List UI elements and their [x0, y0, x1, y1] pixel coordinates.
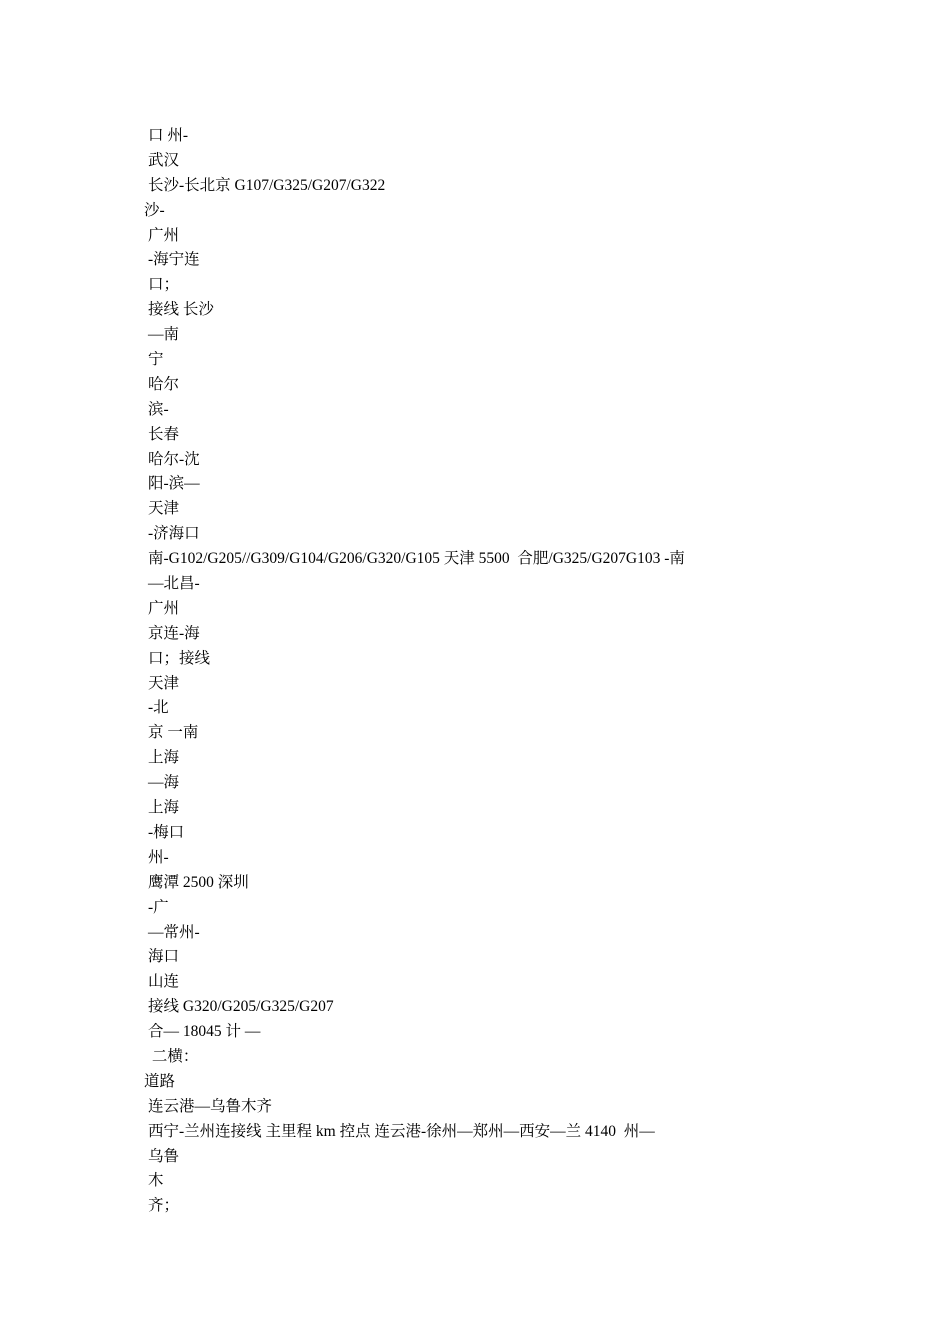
- text-line: 上海: [148, 799, 180, 817]
- text-line: 广州: [148, 226, 180, 244]
- text-line: 海口: [148, 948, 180, 966]
- text-line: -梅口: [148, 823, 185, 841]
- text-line: 接线 长沙: [148, 301, 214, 319]
- text-line: —南: [148, 326, 180, 344]
- text-line: 乌鲁: [148, 1147, 180, 1165]
- text-line: —北昌-: [148, 575, 200, 593]
- text-line: -济海口: [148, 525, 200, 543]
- text-line: 哈尔-沈: [148, 450, 200, 468]
- text-line: 州-: [148, 848, 169, 866]
- text-line: 西宁-兰州连接线 主里程 km 控点 连云港-徐州—郑州—西安—兰 4140 州—: [148, 1122, 655, 1140]
- text-line: -北: [148, 699, 169, 717]
- text-line: 京连-海: [148, 624, 200, 642]
- text-line: 连云港—乌鲁木齐: [148, 1097, 273, 1115]
- text-line: -广: [148, 898, 169, 916]
- text-line: —海: [148, 774, 180, 792]
- text-line: 齐；: [148, 1197, 180, 1215]
- text-line: 天津: [148, 674, 180, 692]
- text-line: 道路: [144, 1072, 176, 1090]
- text-line: 天津: [148, 500, 180, 518]
- text-line: 长春: [148, 425, 180, 443]
- text-line: 广州: [148, 599, 180, 617]
- text-line: —常州-: [148, 923, 200, 941]
- text-line: 二横：: [148, 1047, 199, 1065]
- text-line: 鹰潭 2500 深圳: [148, 873, 249, 891]
- text-line: 上海: [148, 749, 180, 767]
- text-line: 长沙-长北京 G107/G325/G207/G322: [148, 176, 386, 194]
- text-line: 阳-滨—: [148, 475, 200, 493]
- text-line: 武汉: [148, 151, 180, 169]
- text-line: 南-G102/G205//G309/G104/G206/G320/G105 天津 5500 合肥/G325/G207G103 -南: [148, 550, 685, 568]
- text-line: 哈尔: [148, 375, 180, 393]
- text-line: 沙-: [144, 201, 165, 219]
- text-line: 山连: [148, 973, 180, 991]
- text-line: 口；: [148, 276, 180, 294]
- text-line: 接线 G320/G205/G325/G207: [148, 998, 334, 1016]
- text-line: 木: [148, 1172, 164, 1190]
- text-line: 京 一南: [148, 724, 199, 742]
- text-line: 口 州-: [148, 127, 189, 144]
- text-lines: [0, 124, 950, 1219]
- text-line: 合— 18045 计 —: [148, 1023, 261, 1041]
- text-line: -海宁连: [148, 251, 200, 269]
- text-line: 宁: [148, 351, 164, 369]
- text-line: 口；接线: [148, 649, 211, 667]
- text-line: 滨-: [148, 400, 169, 418]
